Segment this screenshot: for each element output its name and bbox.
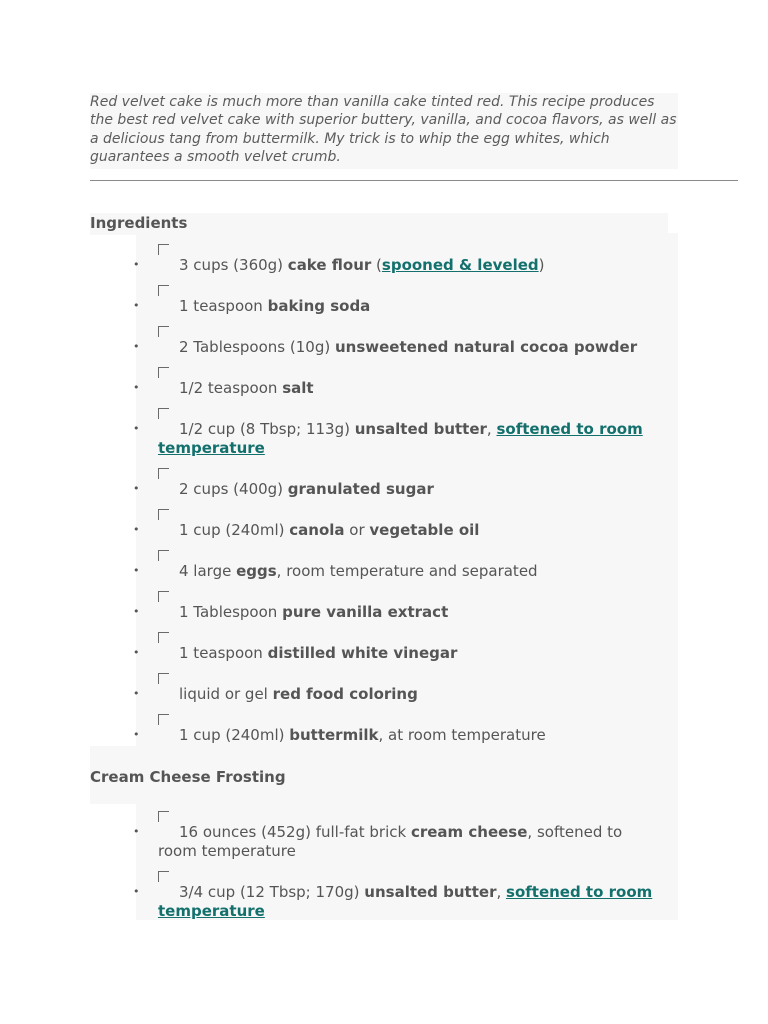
ingredient-name: cake flour <box>287 256 372 274</box>
ingredient-item-text: 1 cup (240ml) canola or vegetable oil <box>179 521 480 539</box>
ingredient-item-text: 1 teaspoon baking soda <box>179 297 371 315</box>
bullet-icon: • <box>133 605 140 618</box>
ingredient-item-text: 1 cup (240ml) buttermilk, at room temperature <box>179 726 546 744</box>
checkbox-icon[interactable] <box>158 871 169 882</box>
ingredient-link[interactable]: spooned & leveled <box>381 256 539 274</box>
ingredient-item-text: liquid or gel red food coloring <box>179 685 418 703</box>
ingredient-link[interactable]: softened to room temperature <box>158 883 653 920</box>
checkbox-icon[interactable] <box>158 367 169 378</box>
ingredient-name: unsweetened natural cocoa powder <box>334 338 638 356</box>
ingredient-item-text: 1 Tablespoon pure vanilla extract <box>179 603 449 621</box>
frosting-item-text: 16 ounces (452g) full-fat brick cream cheese, softened to room temperature <box>158 823 623 860</box>
ingredient-name: distilled white vinegar <box>267 644 458 662</box>
ingredient-name: unsalted butter <box>354 420 487 438</box>
bullet-icon: • <box>133 381 140 394</box>
bullet-icon: • <box>133 646 140 659</box>
ingredient-name: buttermilk <box>289 726 379 744</box>
checkbox-icon[interactable] <box>158 591 169 602</box>
ingredient-name: vegetable oil <box>369 521 480 539</box>
ingredient-item-text: 4 large eggs, room temperature and separated <box>179 562 538 580</box>
ingredient-name: pure vanilla extract <box>282 603 449 621</box>
ingredient-item-text: 3 cups (360g) cake flour (spooned & leveled) <box>179 256 545 274</box>
bullet-icon: • <box>133 885 140 898</box>
frosting-heading: Cream Cheese Frosting <box>90 746 678 804</box>
bullet-icon: • <box>133 687 140 700</box>
ingredient-link[interactable]: softened to room temperature <box>158 420 643 457</box>
checkbox-icon[interactable] <box>158 509 169 520</box>
recipe-intro: Red velvet cake is much more than vanilla cake tinted red. This recipe produces the best red velvet cake with superior buttery, vanilla, and cocoa flavors, as well as a delicious tang from buttermilk. My trick is to whip the egg whites, which guarantees a smooth velvet crumb. <box>90 93 678 169</box>
ingredient-item-text: 1/2 teaspoon salt <box>179 379 314 397</box>
divider <box>90 180 738 181</box>
bullet-icon: • <box>133 728 140 741</box>
ingredient-name: baking soda <box>267 297 371 315</box>
ingredients-heading: Ingredients <box>90 213 668 235</box>
checkbox-icon[interactable] <box>158 326 169 337</box>
checkbox-icon[interactable] <box>158 244 169 255</box>
ingredient-name: unsalted butter <box>364 883 497 901</box>
checkbox-icon[interactable] <box>158 285 169 296</box>
bullet-icon: • <box>133 422 140 435</box>
checkbox-icon[interactable] <box>158 550 169 561</box>
bullet-icon: • <box>133 482 140 495</box>
bullet-icon: • <box>133 523 140 536</box>
checkbox-icon[interactable] <box>158 673 169 684</box>
checkbox-icon[interactable] <box>158 408 169 419</box>
checkbox-icon[interactable] <box>158 632 169 643</box>
ingredient-item-text: 1 teaspoon distilled white vinegar <box>179 644 458 662</box>
ingredient-item-text: 2 cups (400g) granulated sugar <box>179 480 434 498</box>
checkbox-icon[interactable] <box>158 811 169 822</box>
ingredient-item-text: 1/2 cup (8 Tbsp; 113g) unsalted butter, softened to room temperature <box>158 420 643 457</box>
bullet-icon: • <box>133 340 140 353</box>
bullet-icon: • <box>133 299 140 312</box>
ingredient-item-text: 2 Tablespoons (10g) unsweetened natural cocoa powder <box>179 338 638 356</box>
ingredient-name: salt <box>282 379 314 397</box>
checkbox-icon[interactable] <box>158 468 169 479</box>
ingredient-name: canola <box>289 521 345 539</box>
ingredient-name: cream cheese <box>410 823 528 841</box>
ingredient-name: red food coloring <box>272 685 418 703</box>
frosting-item-text: 3/4 cup (12 Tbsp; 170g) unsalted butter, softened to room temperature <box>158 883 653 920</box>
checkbox-icon[interactable] <box>158 714 169 725</box>
bullet-icon: • <box>133 825 140 838</box>
bullet-icon: • <box>133 564 140 577</box>
ingredient-name: eggs <box>236 562 277 580</box>
ingredient-name: granulated sugar <box>287 480 434 498</box>
bullet-icon: • <box>133 258 140 271</box>
